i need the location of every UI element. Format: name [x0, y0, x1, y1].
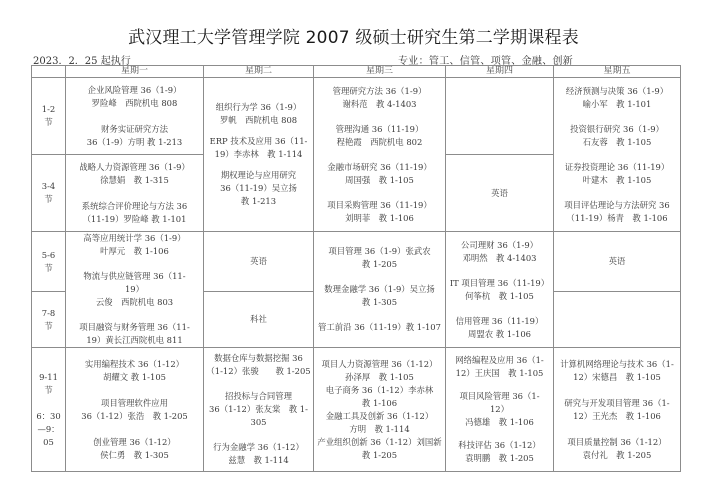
header-thursday: 星期四 [446, 66, 554, 78]
cell-friday-9-11 [554, 348, 681, 472]
header-tuesday: 星期二 [204, 66, 314, 78]
course-entry: 项目融资与财务管理 36（11- 19）黄长江西院机电 811 [79, 322, 190, 345]
course-entry: 企业风险管理 36（1-9） 罗险峰 西院机电 808 [87, 84, 182, 108]
row-period-9-11 [32, 348, 681, 472]
majors-label: 专业：管工、信管、项管、金融、创新 [398, 56, 574, 67]
cell-wednesday-5-8 [314, 232, 446, 348]
course-entry: 数据仓库与数据挖掘 36 （1-12）张骏 教 1-205 [206, 353, 311, 376]
course-entry: 财务实证研究方法 36（1-9）方明 教 1-213 [86, 123, 183, 147]
period-label-5-6: 5-6 节 [32, 232, 66, 292]
course-entry: 金融工具及创新 36（1-12） 方明 教 1-114 [325, 410, 434, 434]
cell-thursday-5-8 [446, 232, 554, 348]
period-label-9-11: 9-11 节 6：30 —9： 05 [32, 348, 66, 472]
course-entry: 项目评估理论与方法研究 36 （11-19）杨青 教 1-106 [564, 199, 670, 223]
cell-thursday-3-4: 英语 [446, 155, 554, 232]
course-entry: 战略人力资源管理 36（1-9） 徐慧娟 教 1-315 [79, 161, 190, 185]
course-entry: 高等应用统计学 36（1-9） 叶厚元 教 1-106 [83, 233, 186, 256]
cell-monday-3-4 [66, 155, 204, 232]
course-entry: 项目风险管理 36（1- 12） 冯德雄 教 1-106 [459, 391, 540, 427]
cell-thursday-1-2 [446, 78, 554, 155]
course-entry: ERP 技术及应用 36（11- 19）李赤林 教 1-114 [209, 136, 308, 159]
cell-monday-9-11 [66, 348, 204, 472]
course-entry: 金融市场研究 36（11-19） 周国强 教 1-105 [327, 161, 432, 185]
course-entry: 科技评估 36（1-12） 袁明鹏 教 1-205 [458, 440, 541, 463]
row-period-1-2 [32, 78, 681, 155]
course-entry: 实用编程技术 36（1-12） 胡耀文 教 1-105 [84, 358, 185, 382]
cell-tuesday-9-11 [204, 348, 314, 472]
cell-tuesday-1-4 [204, 78, 314, 232]
effective-date: 2023．2．25 起执行 [33, 56, 131, 67]
period-label-3-4: 3-4 节 [32, 155, 66, 232]
cell-wednesday-1-4 [314, 78, 446, 232]
cell-friday-7-8 [554, 292, 681, 348]
course-entry: 创业管理 36（1-12） 侯仁勇 教 1-305 [93, 436, 176, 460]
cell-monday-5-8 [66, 232, 204, 348]
course-entry: 经济预测与决策 36（1-9） 喻小军 教 1-101 [565, 85, 669, 109]
course-entry: 研究与开发项目管理 36（1- 12）王光杰 教 1-106 [564, 397, 670, 421]
schedule-table [31, 65, 681, 472]
course-entry: 网络编程及应用 36（1- 12）王庆国 教 1-105 [455, 355, 544, 378]
period-label-1-2: 1-2 节 [32, 78, 66, 155]
cell-monday-1-2 [66, 78, 204, 155]
course-entry: 电子商务 36（1-12）李赤林 教 1-106 [325, 384, 434, 408]
header-friday: 星期五 [554, 66, 681, 78]
course-entry: 项目人力资源管理 36（1-12） 孙泽厚 教 1-105 [321, 358, 438, 382]
cell-wednesday-9-11 [314, 348, 446, 472]
cell-thursday-9-11 [446, 348, 554, 472]
cell-tuesday-7-8: 科社 [204, 292, 314, 348]
course-entry: 项目采购管理 36（11-19） 刘明菲 教 1-106 [327, 199, 432, 223]
row-period-5-6 [32, 232, 681, 292]
course-entry: 招投标与合同管理 36（1-12）张友棠 教 1- 305 [209, 391, 308, 427]
course-entry: 计算机网络理论与技术 36（1- 12）宋德昌 教 1-105 [560, 358, 674, 382]
course-entry: 项目管理 36（1-9）张武农 教 1-205 [328, 246, 431, 269]
course-entry: 管工前沿 36（11-19）教 1-107 [318, 322, 441, 332]
header-wednesday: 星期三 [314, 66, 446, 78]
course-entry: 组织行为学 36（1-9） 罗帆 西院机电 808 [215, 102, 302, 125]
course-entry: 投资银行研究 36（1-9） 石友蓉 教 1-105 [570, 123, 664, 147]
page-title: 武汉理工大学管理学院 2007 级硕士研究生第二学期课程表 [128, 28, 579, 48]
course-entry: 项目质量控制 36（1-12） 袁付礼 教 1-205 [567, 436, 667, 460]
course-entry: 证券投资理论 36（11-19） 叶建木 教 1-105 [564, 161, 670, 185]
course-entry: 期权理论与应用研究 36（11-19）吴立扬 教 1-213 [220, 170, 297, 206]
course-entry: 信用管理 36（11-19） 周盟农 教 1-106 [455, 315, 544, 339]
course-entry: 管理沟通 36（11-19） 程艳霞 西院机电 802 [335, 123, 424, 147]
cell-tuesday-5-6: 英语 [204, 232, 314, 292]
course-entry: 行为金融学 36（1-12） 兹慧 教 1-114 [213, 442, 304, 465]
course-entry: 管理研究方法 36（1-9） 谢科范 教 4-1403 [332, 85, 427, 109]
header-row [32, 66, 681, 78]
cell-friday-5-6: 英语 [554, 232, 681, 292]
course-entry: 物流与供应链管理 36（11- 19） 云俊 西院机电 803 [83, 271, 186, 307]
course-entry: IT 项目管理 36（11-19） 何筝杭 教 1-105 [449, 277, 550, 301]
course-entry: 系统综合评价理论与方法 36 （11-19）罗险峰 教 1-101 [81, 200, 188, 224]
header-monday: 星期一 [66, 66, 204, 78]
header-corner [32, 66, 66, 78]
course-entry: 产业组织创新 36（1-12）刘国新 教 1-205 [317, 436, 442, 460]
period-label-7-8: 7-8 节 [32, 292, 66, 348]
cell-friday-1-4 [554, 78, 681, 232]
course-entry: 数理金融学 36（1-9）吴立扬 教 1-305 [324, 284, 435, 307]
course-entry: 公司理财 36（1-9） 邓明然 教 4-1403 [460, 239, 539, 263]
course-entry: 项目管理软件应用 36（1-12）张浩 教 1-205 [81, 397, 188, 421]
